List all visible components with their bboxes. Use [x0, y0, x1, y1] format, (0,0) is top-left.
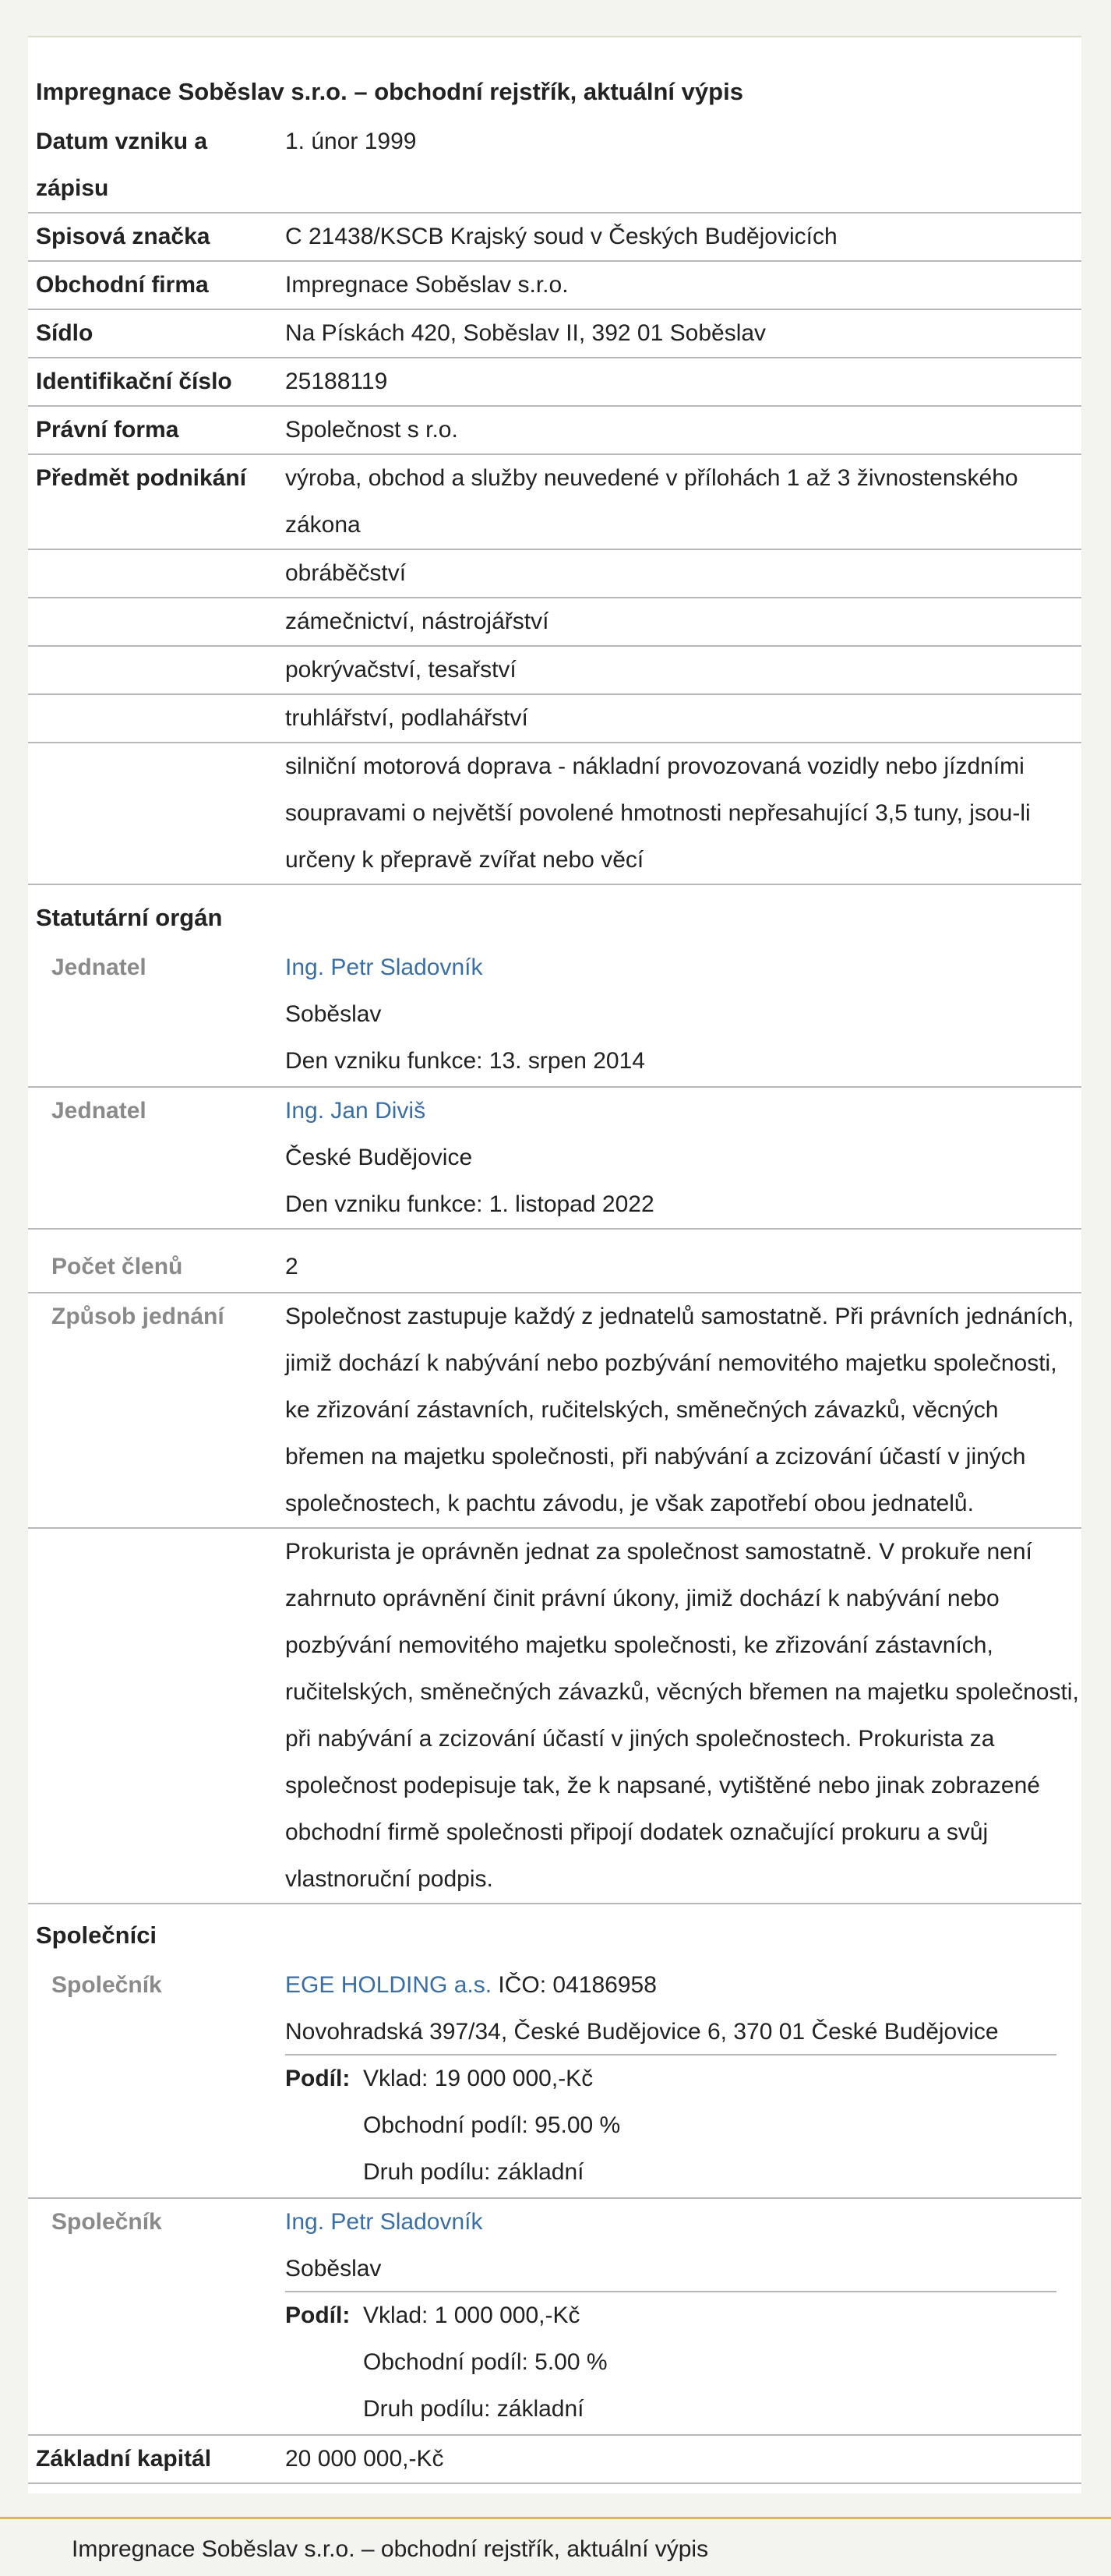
predmet-item: obráběčství: [285, 560, 407, 586]
row-jednatel-1: [28, 944, 1081, 1085]
predmet-item: zámečnictví, nástrojářství: [285, 609, 549, 634]
predmet-line: soupravami o největší povolené hmotnosti nepřesahující 3,5 tuny, jsou-li: [285, 800, 1031, 826]
row-zpusob-jednani: [28, 1292, 1081, 1527]
jednatel-since: Den vzniku funkce: 1. listopad 2022: [285, 1191, 654, 1217]
jednatel-name-link[interactable]: Ing. Petr Sladovník: [285, 955, 483, 980]
prokura-line: pozbývání nemovitého majetku společnosti, ke zřizování zástavních,: [285, 1632, 993, 1658]
zpusob-label: Způsob jednání: [51, 1304, 224, 1329]
spolecnik-ico: IČO: 04186958: [498, 1972, 657, 1998]
forma-value: Společnost s r.o.: [285, 417, 458, 443]
spis-label: Spisová značka: [36, 224, 210, 249]
row-spisova-znacka: [28, 212, 1081, 260]
spolecnik-header: [285, 1962, 1080, 2056]
prokura-line: Prokurista je oprávněn jednat za společnost samostatně. V prokuře není: [285, 1539, 1032, 1565]
prokura-text: [285, 1529, 1080, 1903]
predmet-item: [285, 743, 1080, 884]
footer-divider: [0, 2517, 1111, 2519]
spis-value: C 21438/KSCB Krajský soud v Českých Budějovicích: [285, 224, 838, 249]
row-ico: [28, 357, 1081, 405]
footer-text: Impregnace Soběslav s.r.o. – obchodní rejstřík, aktuální výpis: [72, 2536, 709, 2562]
row-spolecnik-1: [28, 1962, 1081, 2196]
spolecnik-address: Soběslav: [285, 2256, 382, 2281]
kapital-label: Základní kapitál: [36, 2446, 212, 2472]
divider: [28, 1903, 1081, 1905]
kapital-value: 20 000 000,-Kč: [285, 2446, 444, 2472]
ico-value: 25188119: [285, 369, 388, 394]
podil-label: Podíl:: [285, 2303, 351, 2328]
jednatel-details: [285, 1088, 1080, 1228]
page-title: Impregnace Soběslav s.r.o. – obchodní rejstřík, aktuální výpis: [36, 78, 743, 105]
jednatel-name-link[interactable]: Ing. Jan Diviš: [285, 1098, 426, 1124]
zpusob-line: břemen na majetku společnosti, při nabývání a zcizování účastí v jiných: [285, 1444, 1026, 1470]
spolecnik-label: Společník: [51, 1972, 162, 1998]
pocet-value: 2: [285, 1254, 298, 1279]
row-obchodni-firma: [28, 260, 1081, 309]
datum-label: Datum vzniku a zápisu: [36, 129, 208, 201]
predmet-line: zákona: [285, 512, 361, 538]
row-predmet-4: [28, 645, 1081, 693]
row-pocet-clenu: [28, 1228, 1081, 1292]
row-predmet-5: [28, 693, 1081, 742]
row-jednatel-2: [28, 1086, 1081, 1228]
jednatel-city: Soběslav: [285, 1001, 382, 1027]
row-predmet-3: [28, 597, 1081, 645]
row-predmet-2: [28, 549, 1081, 597]
predmet-line: silniční motorová doprava - nákladní provozovaná vozidly nebo jízdními: [285, 753, 1025, 779]
prokura-line: při nabývání a zcizování účastí v jiných společnostech. Prokurista za: [285, 1726, 995, 1752]
spolecnik-address: Novohradská 397/34, České Budějovice 6, 370 01 České Budějovice: [285, 2019, 999, 2045]
predmet-line: výroba, obchod a služby neuvedené v přílohách 1 až 3 živnostenského: [285, 465, 1018, 491]
predmet-item: [285, 455, 1080, 549]
druh-podilu-value: Druh podílu: základní: [363, 2396, 584, 2422]
firma-label: Obchodní firma: [36, 272, 209, 298]
datum-value: 1. únor 1999: [285, 129, 417, 154]
prokura-line: obchodní firmě společnosti připojí dodatek označující prokuru a svůj: [285, 1819, 989, 1845]
row-prokura: [28, 1527, 1081, 1903]
jednatel-details: [285, 944, 1080, 1085]
predmet-item: pokrývačství, tesařství: [285, 657, 517, 683]
spolecnik-name-link[interactable]: Ing. Petr Sladovník: [285, 2209, 483, 2235]
row-datum: [28, 118, 1081, 212]
jednatel-since: Den vzniku funkce: 13. srpen 2014: [285, 1048, 645, 1074]
zpusob-text: [285, 1293, 1080, 1527]
podil-label: Podíl:: [285, 2066, 351, 2091]
spolecnik-header: [285, 2199, 1080, 2292]
vklad-value: Vklad: 19 000 000,-Kč: [363, 2066, 594, 2091]
predmet-label: Předmět podnikání: [36, 465, 247, 491]
druh-podilu-value: Druh podílu: základní: [363, 2159, 584, 2185]
zpusob-line: jimiž dochází k nabývání nebo pozbývání nemovitého majetku společnosti,: [285, 1350, 1057, 1376]
ico-label: Identifikační číslo: [36, 369, 232, 394]
firma-value: Impregnace Soběslav s.r.o.: [285, 272, 569, 298]
sidlo-value: Na Pískách 420, Soběslav II, 392 01 Soběslav: [285, 320, 767, 346]
spolecnik-label: Společník: [51, 2209, 162, 2235]
forma-label: Právní forma: [36, 417, 179, 443]
divider: [28, 2482, 1081, 2485]
row-spolecnik-2: [28, 2197, 1081, 2433]
pocet-label: Počet členů: [51, 1254, 183, 1279]
prokura-line: zahrnuto oprávnění činit právní úkony, jimiž dochází k nabývání nebo: [285, 1586, 1000, 1611]
predmet-item: truhlářství, podlahářství: [285, 705, 528, 731]
obchodni-podil-value: Obchodní podíl: 95.00 %: [363, 2112, 621, 2138]
zpusob-line: společnostech, k pachtu závodu, je však zapotřebí obou jednatelů.: [285, 1491, 974, 1516]
row-predmet-6: [28, 742, 1081, 884]
jednatel-label: Jednatel: [51, 955, 146, 980]
obchodni-podil-value: Obchodní podíl: 5.00 %: [363, 2349, 608, 2375]
spolecnik-name-line: [285, 1962, 1080, 2009]
zpusob-line: Společnost zastupuje každý z jednatelů samostatně. Při právních jednáních,: [285, 1304, 1074, 1329]
row-predmet-1: [28, 453, 1081, 549]
prokura-line: ručitelských, směnečných závazků, věcných břemen na majetku společnosti,: [285, 1679, 1079, 1705]
row-pravni-forma: [28, 405, 1081, 453]
row-sidlo: [28, 309, 1081, 357]
predmet-line: určeny k přepravě zvířat nebo věcí: [285, 847, 644, 873]
divider: [28, 884, 1081, 886]
vklad-value: Vklad: 1 000 000,-Kč: [363, 2303, 580, 2328]
section-statutarni-organ: Statutární orgán: [36, 904, 223, 931]
spolecnik-name-link[interactable]: EGE HOLDING a.s.: [285, 1972, 492, 1998]
row-zakladni-kapital: [28, 2434, 1081, 2482]
prokura-line: vlastnoruční podpis.: [285, 1866, 493, 1892]
jednatel-label: Jednatel: [51, 1098, 146, 1124]
section-spolecnici: Společníci: [36, 1921, 157, 1949]
zpusob-line: ke zřizování zástavních, ručitelských, směnečných závazků, věcných: [285, 1397, 999, 1423]
prokura-line: společnost podepisuje tak, že k napsané, vytištěné nebo jinak zobrazené: [285, 1773, 1040, 1798]
sidlo-label: Sídlo: [36, 320, 93, 346]
jednatel-city: České Budějovice: [285, 1145, 473, 1170]
register-extract-card: [28, 37, 1081, 2493]
